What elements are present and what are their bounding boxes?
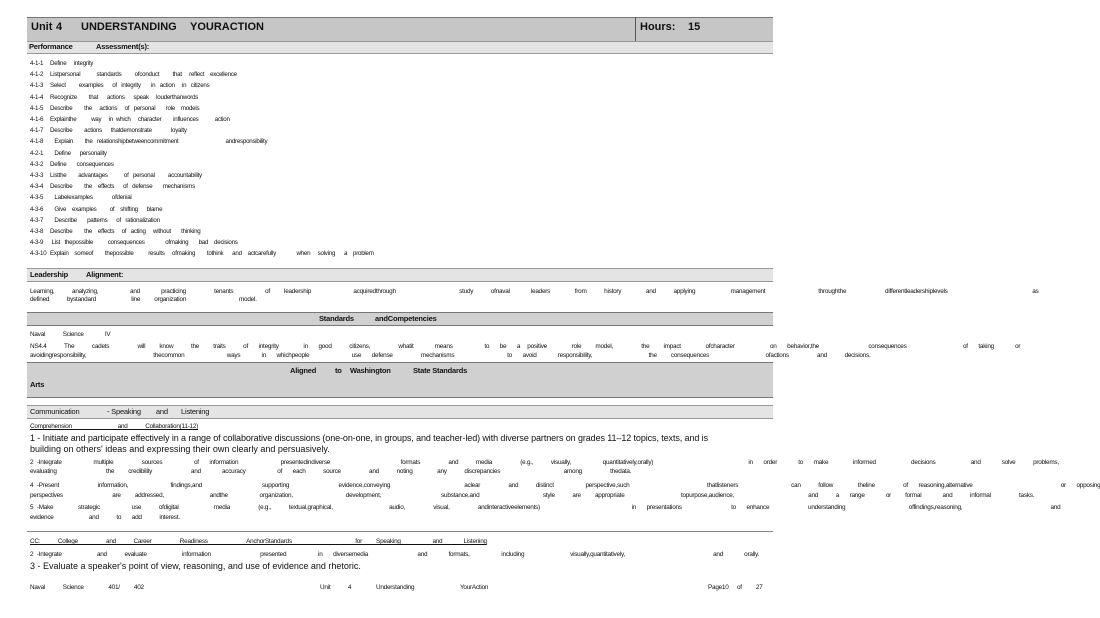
unit-title-word2: YOURACTION xyxy=(190,21,264,33)
performance-item xyxy=(30,183,195,191)
performance-item-text: Recognize that actions speak louderthanwords xyxy=(50,93,199,101)
performance-item-code: 4-1-4 xyxy=(30,93,44,101)
unit-title-word1: UNDERSTANDING xyxy=(81,21,177,33)
performance-item-code: 4-3-10 xyxy=(30,250,47,258)
performance-item xyxy=(30,71,237,79)
performance-item xyxy=(30,82,209,90)
performance-item-code: 4-3-4 xyxy=(30,183,44,191)
unit-number: 4 xyxy=(56,21,63,33)
performance-item xyxy=(30,172,202,180)
performance-item-text: Describe the effects of defense mechanisms xyxy=(50,183,195,191)
hours-value: 15 xyxy=(688,21,701,33)
aligned-bar xyxy=(27,362,773,398)
performance-item-text: Explainthe way in which character influences action xyxy=(50,116,230,123)
performance-item-text: Explain someof thepossible results ofmaking tothink and actcarefully when solving a problem xyxy=(50,250,374,258)
performance-item-text: Describe the actions of personal role models xyxy=(50,104,200,112)
comm-item2-line1: 2 -Integrate multiple sources of information presentedindiverse formats and media (e.g., visually, quantitatively,orally) in order to make informed decisions and solve problems, xyxy=(30,459,1059,466)
performance-item xyxy=(30,239,238,247)
performance-item-code: 4-1-2 xyxy=(30,71,44,79)
performance-item xyxy=(30,206,162,214)
comm-item5-line2: evidence and to add interest. xyxy=(30,514,180,521)
standards-title: Standards xyxy=(319,314,354,323)
performance-item-text: Describe the effects of acting without thinking xyxy=(50,228,201,235)
competencies-title: andCompetencies xyxy=(375,314,437,323)
hours-label: Hours: xyxy=(640,21,676,33)
performance-item-text: Select examples of integrity in action in citizens xyxy=(50,82,210,90)
subject-arts: Arts xyxy=(30,380,45,389)
performance-item-text: Listpersonal standards ofconduct that reflect excellence xyxy=(50,71,237,79)
ccr-heading: CC: College and Career Readiness AnchorStandards for Speaking and Listening xyxy=(30,538,487,545)
ccr-divider xyxy=(27,531,773,532)
alignment-label: Alignment: xyxy=(86,270,124,279)
performance-item-text: Define personality xyxy=(50,149,107,157)
performance-item xyxy=(30,60,93,68)
performance-item xyxy=(30,138,267,146)
performance-item-code: 4-1-6 xyxy=(30,116,44,123)
leadership-text-line1: Learning, analyzing, and practicing tenants of leadership acquiredthrough study ofnaval leaders from history and applying management throughthe differentleadershiplevels as xyxy=(30,288,1039,295)
footer-page-total: of 27 xyxy=(737,584,763,591)
ns-line1: NS4.4 The cadets will know the traits of integrity in good citizens, whatit means to be a positive role model, the impact ofcharacter on behavior,the consequences of taking or xyxy=(30,343,1021,350)
comm-item4-line1: 4 -Present information, findings,and supporting evidence,conveying aclear and distinct perspective,such thatlisteners can follow theline of reasoning,alternative or opposing xyxy=(30,482,1100,489)
leadership-label: Leadership xyxy=(30,270,69,279)
performance-item-code: 4-3-5 xyxy=(30,194,44,202)
communication-label: Communication xyxy=(30,407,80,416)
performance-item-text: Define integrity xyxy=(50,60,94,67)
comm-item5-line1: 5 -Make strategic use ofdigital media (e.g., textual,graphical, audio, visual, andinteractiveelements) in presentations to enhance understanding offindings,reasoning, and xyxy=(30,504,1061,511)
comm-item1-line1: 1 - Initiate and participate effectively in a range of collaborative discussions (one-on-one, in groups, and teacher-led) with diverse partners on grades 11–12 topics, texts, and is xyxy=(30,433,708,443)
performance-item-code: 4-1-8 xyxy=(30,138,44,146)
performance-item-text: Give examples of shifting blame xyxy=(50,205,163,213)
performance-item-text: List thepossible consequences ofmaking bad decisions xyxy=(50,239,238,247)
performance-item-code: 4-3-7 xyxy=(30,216,44,224)
performance-item-code: 4-1-5 xyxy=(30,104,44,112)
performance-item-text: Define consequences xyxy=(50,160,114,168)
footer-page: Page10 xyxy=(708,584,729,591)
performance-item xyxy=(30,94,198,102)
performance-item-code: 4-3-3 xyxy=(30,172,44,179)
performance-item-code: 4-1-1 xyxy=(30,60,44,67)
performance-item xyxy=(30,250,374,258)
performance-item-text: Describe patterns of rationalization xyxy=(50,216,160,224)
performance-item-text: Labelexamples ofdenial xyxy=(50,194,132,202)
performance-item xyxy=(30,116,230,124)
performance-item-text: Explain the relationshipbetweencommitment andresponsibility xyxy=(50,138,268,146)
leadership-text-line2: defined bystandard line organization model. xyxy=(30,296,257,303)
comm-item2-line2: evaluating the credibility and accuracy of each source and noting any discrepancies among thedata. xyxy=(30,468,632,475)
performance-item-code: 4-1-3 xyxy=(30,82,44,90)
leadership-bar xyxy=(27,268,773,282)
performance-item-code: 4-2-1 xyxy=(30,149,44,157)
speaking-listening-label: - Speaking and Listening xyxy=(107,407,210,416)
performance-item-code: 4-3-2 xyxy=(30,160,44,168)
performance-item xyxy=(30,217,160,225)
assessment-label: Assessment(s): xyxy=(96,42,150,51)
performance-item-code: 4-3-8 xyxy=(30,228,44,235)
aligned-word2: to xyxy=(335,366,342,375)
aligned-word4: State Standards xyxy=(413,366,468,375)
performance-item xyxy=(30,127,187,135)
comm-item1-line2: building on others' ideas and expressing their own clearly and persuasively. xyxy=(30,444,330,454)
performance-item-code: 4-1-7 xyxy=(30,127,44,135)
performance-item-code: 4-3-6 xyxy=(30,205,44,213)
performance-item-code: 4-3-9 xyxy=(30,239,44,247)
performance-item-text: Listthe advantages of personal accountability xyxy=(50,172,202,179)
comprehension-heading: Comprehension and Collaboration(11-12) xyxy=(30,423,199,430)
performance-label: Performance xyxy=(29,42,73,51)
course-name: Naval Science IV xyxy=(30,331,111,338)
ccr-item2: 2 -Integrate and evaluate information presented in diversemedia and formats, including visually,quantitatively, and orally. xyxy=(30,551,760,558)
performance-item xyxy=(30,194,132,202)
unit-label: Unit xyxy=(31,21,53,33)
header-divider xyxy=(635,17,636,42)
performance-item xyxy=(30,228,201,236)
performance-item xyxy=(30,161,114,169)
performance-item-text: Describe actions thatdemonstrate loyalty xyxy=(50,127,187,135)
performance-item xyxy=(30,150,107,158)
performance-item xyxy=(30,105,199,113)
footer-unit: Unit 4 Understanding YourAction xyxy=(320,584,489,591)
ns-line2: avoidingresponsibility, thecommon ways in whichpeople use defense mechanisms to avoid responsibility, the consequences ofactions and decisions. xyxy=(30,352,871,359)
aligned-word3: Washington xyxy=(350,366,391,375)
ccr-item3: 3 - Evaluate a speaker's point of view, reasoning, and use of evidence and rhetoric. xyxy=(30,561,361,571)
footer-course: Naval Science 401/ 402 xyxy=(30,584,144,591)
aligned-word1: Aligned xyxy=(290,366,317,375)
comm-item4-line2: perspectives are addressed, andthe organization, development, substance,and style are appropriate topurpose,audience, and a range or formal and informal tasks. xyxy=(30,492,1035,499)
